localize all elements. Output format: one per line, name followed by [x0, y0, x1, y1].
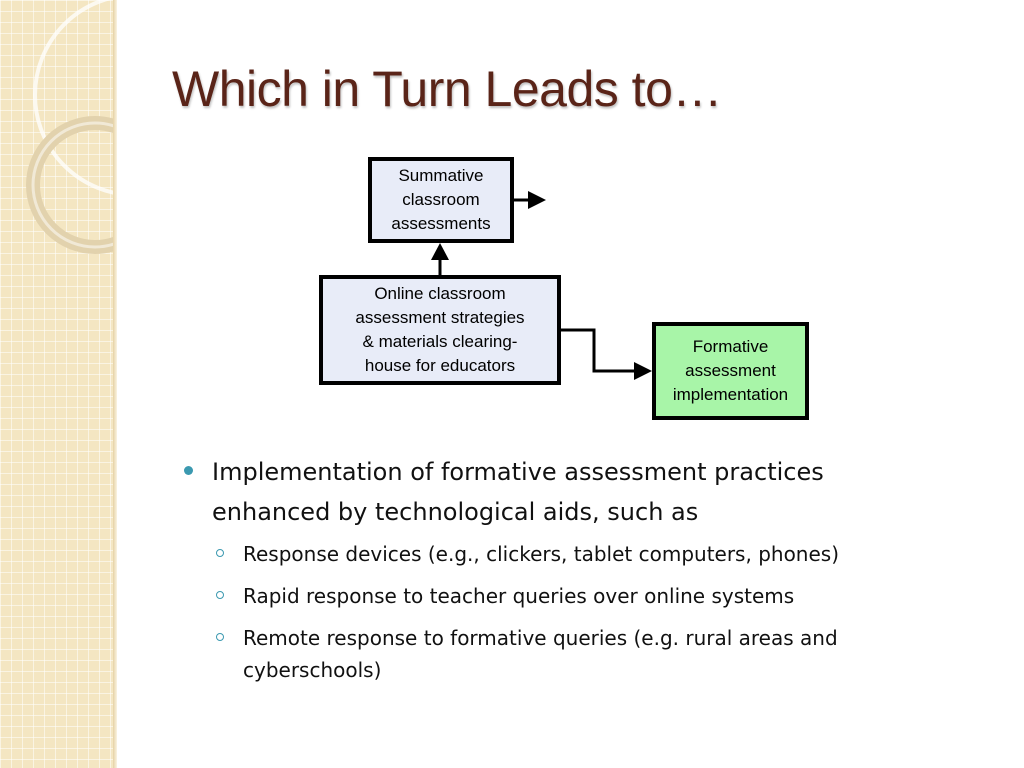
- bullet-list: [180, 452, 940, 696]
- arrow-right-head: [528, 191, 546, 209]
- slide-title: Which in Turn Leads to…: [172, 61, 722, 117]
- ring-bullet-icon: [216, 633, 224, 641]
- bullet-main-text: Implementation of formative assessment practices enhanced by technological aids, such as: [212, 458, 824, 526]
- arrow-up-head: [431, 243, 449, 260]
- sub-bullet-item: [180, 580, 940, 612]
- sub-bullet-text: Remote response to formative queries (e.g. rural areas and cyberschools): [243, 626, 838, 682]
- decorative-rings: [0, 0, 113, 260]
- flow-diagram: [300, 150, 820, 430]
- bullet-dot-icon: [184, 466, 193, 475]
- bullet-main: [180, 452, 940, 532]
- summative-assessments-box: Summative classroom assessments: [368, 157, 514, 243]
- ring-bullet-icon: [216, 549, 224, 557]
- elbow-arrow-head: [634, 362, 652, 380]
- sub-bullet-item: [180, 538, 940, 570]
- ring-bullet-icon: [216, 591, 224, 599]
- formative-implementation-box: Formative assessment implementation: [652, 322, 809, 420]
- online-clearinghouse-box: Online classroom assessment strategies & materials clearing- house for educators: [319, 275, 561, 385]
- sub-bullet-list: [180, 538, 940, 686]
- sub-bullet-text: Rapid response to teacher queries over online systems: [243, 584, 795, 608]
- sub-bullet-item: [180, 622, 940, 686]
- decorative-sidebar: [0, 0, 113, 768]
- elbow-connector: [561, 330, 636, 371]
- sub-bullet-text: Response devices (e.g., clickers, tablet computers, phones): [243, 542, 840, 566]
- sidebar-edge: [113, 0, 117, 768]
